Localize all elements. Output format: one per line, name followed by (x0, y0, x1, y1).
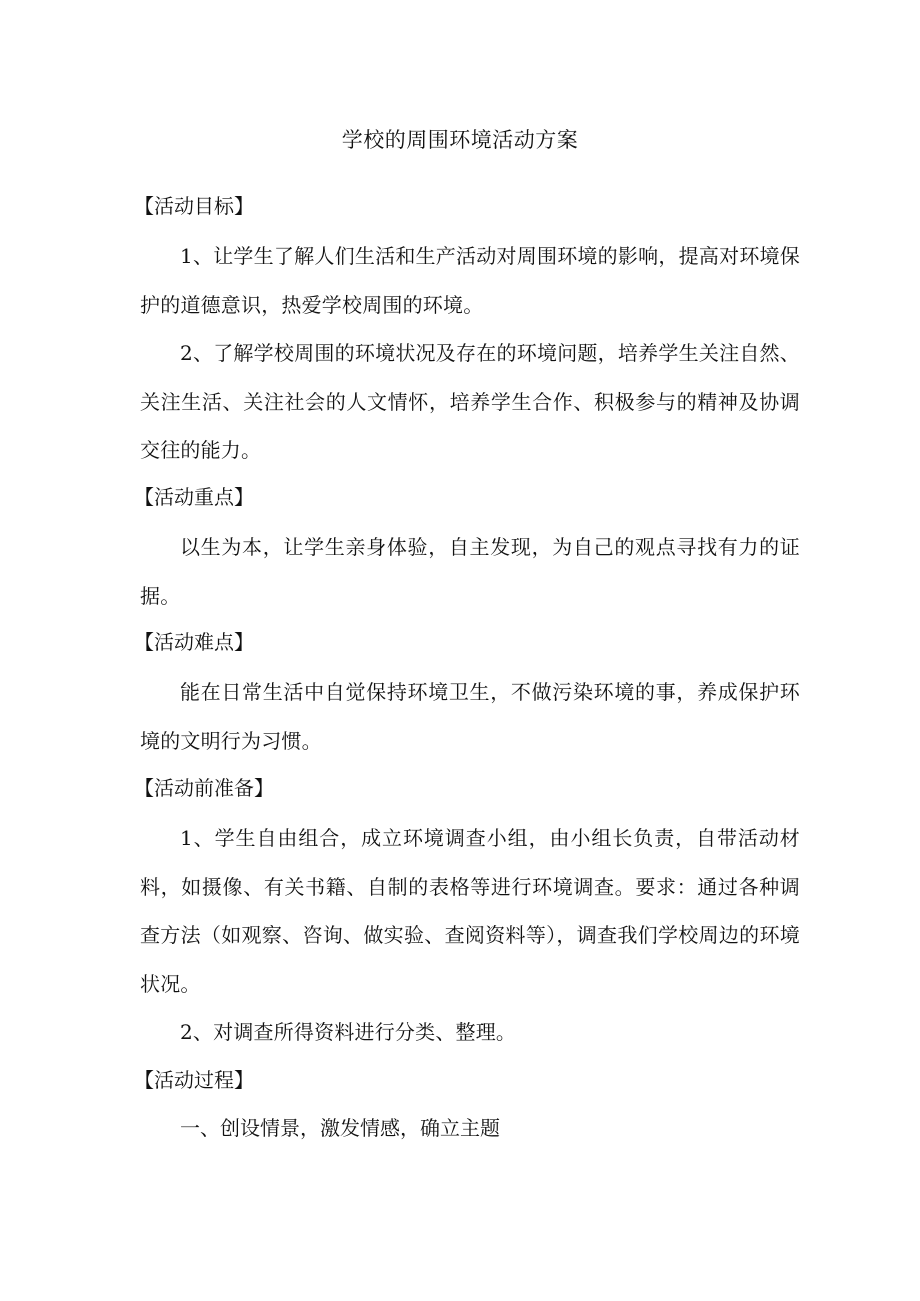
goals-paragraph-2: 2、了解学校周围的环境状况及存在的环境问题，培养学生关注自然、关注生活、关注社会的人文情怀，培养学生合作、积极参与的精神及协调交往的能力。 (140, 341, 800, 462)
preparation-paragraph-2: 2、对调查所得资料进行分类、整理。 (180, 1020, 517, 1044)
document-title: 学校的周围环境活动方案 (341, 128, 579, 152)
process-step-1: 一、创设情景，激发情感，确立主题 (180, 1116, 500, 1140)
goals-paragraph-1: 1、让学生了解人们生活和生产活动对周围环境的影响，提高对环境保护的道德意识，热爱学校周围的环境。 (140, 244, 800, 317)
section-heading-key-points: 【活动重点】 (134, 485, 254, 509)
section-heading-difficulties: 【活动难点】 (134, 630, 254, 654)
preparation-paragraph-1: 1、学生自由组合，成立环境调查小组，由小组长负责，自带活动材料，如摄像、有关书籍、自制的表格等进行环境调查。要求：通过各种调查方法（如观察、咨询、做实验、查阅资料等），调查我们学校周边的环境状况。 (140, 826, 800, 996)
section-heading-goals: 【活动目标】 (134, 194, 254, 218)
section-heading-preparation: 【活动前准备】 (134, 776, 274, 800)
section-heading-process: 【活动过程】 (134, 1068, 254, 1092)
difficulties-paragraph: 能在日常生活中自觉保持环境卫生，不做污染环境的事，养成保护环境的文明行为习惯。 (140, 680, 800, 753)
key-points-paragraph: 以生为本，让学生亲身体验，自主发现，为自己的观点寻找有力的证据。 (140, 535, 800, 608)
